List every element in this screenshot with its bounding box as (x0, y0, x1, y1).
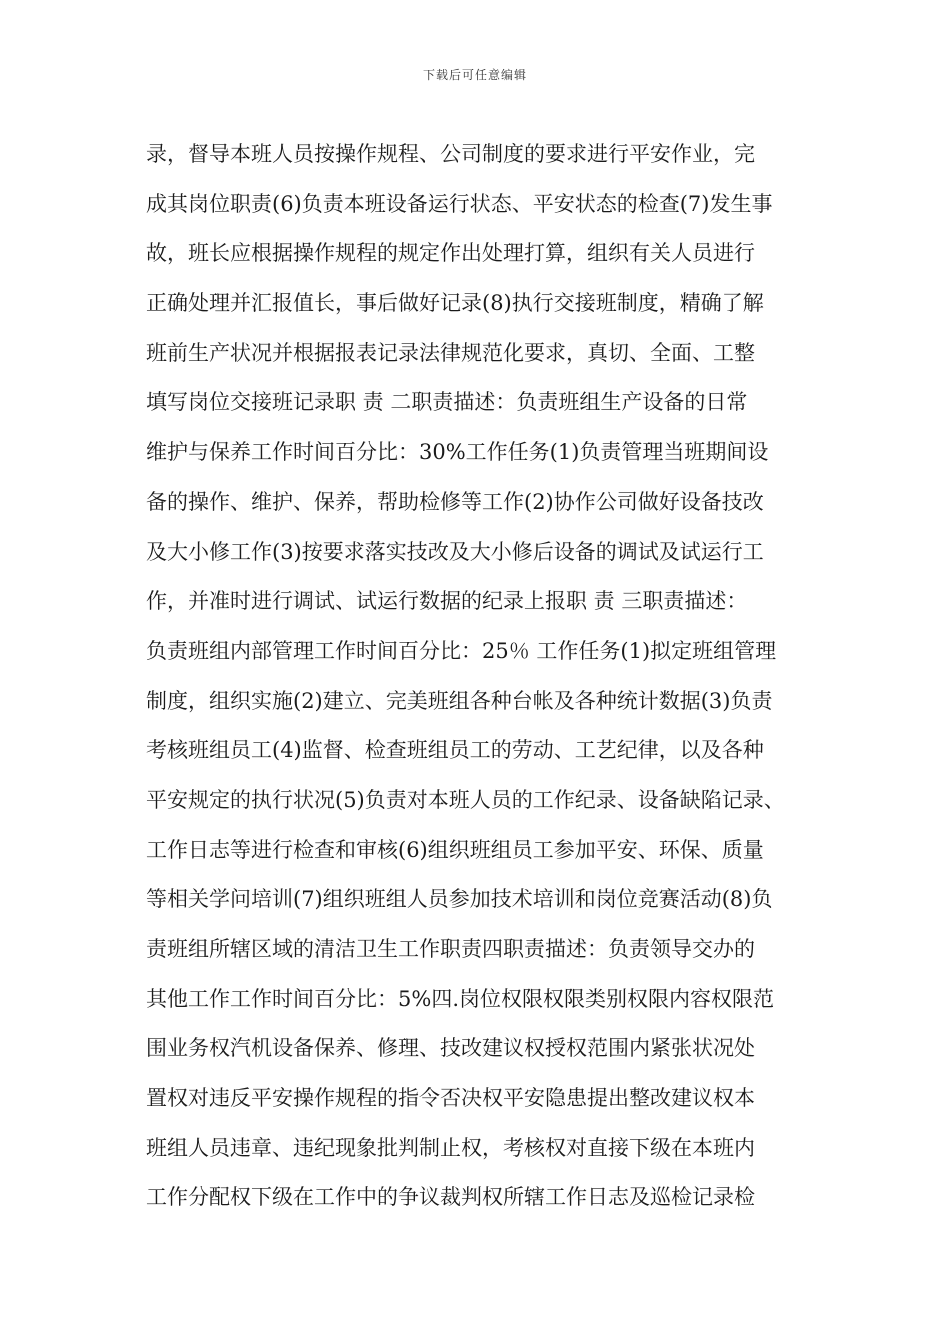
text-line: 成其岗位职责(6)负责本班设备运行状态、平安状态的检查(7)发生事 (146, 191, 773, 216)
text-line: 工作分配权下级在工作中的争议裁判权所辖工作日志及巡检记录检 (146, 1185, 755, 1210)
text-line: 维护与保养工作时间百分比：30%工作任务(1)负责管理当班期间设 (146, 440, 769, 465)
document-body (146, 130, 826, 1223)
text-line: 故，班长应根据操作规程的规定作出处理打算，组织有关人员进行 (146, 241, 755, 266)
text-line: 及大小修工作(3)按要求落实技改及大小修后设备的调试及试运行工 (146, 539, 764, 564)
text-line: 填写岗位交接班记录职 责 二职责描述：负责班组生产设备的日常 (146, 390, 748, 415)
text-line: 置权对违反平安操作规程的指令否决权平安隐患提出整改建议权本 (146, 1086, 755, 1111)
text-line: 录，督导本班人员按操作规程、公司制度的要求进行平安作业，完 (146, 142, 755, 166)
text-line: 备的操作、维护、保养，帮助检修等工作(2)协作公司做好设备技改 (146, 489, 764, 514)
text-line: 作，并准时进行调试、试运行数据的纪录上报职 责 三职责描述： (146, 589, 748, 614)
text-line: 围业务权汽机设备保养、修理、技改建议权授权范围内紧张状况处 (146, 1036, 755, 1061)
text-line: 班组人员违章、违纪现象批判制止权，考核权对直接下级在本班内 (146, 1135, 755, 1160)
text-line: 平安规定的执行状况(5)负责对本班人员的工作纪录、设备缺陷记录、 (146, 787, 785, 812)
text-line: 负责班组内部管理工作时间百分比：25％ 工作任务(1)拟定班组管理 (146, 638, 777, 663)
text-line: 制度，组织实施(2)建立、完美班组各种台帐及各种统计数据(3)负责 (146, 688, 773, 713)
text-line: 工作日志等进行检查和审核(6)组织班组员工参加平安、环保、质量 (146, 837, 764, 862)
text-line: 考核班组员工(4)监督、检查班组员工的劳动、工艺纪律，以及各种 (146, 738, 764, 763)
text-line: 责班组所辖区域的清洁卫生工作职责四职责描述：负责领导交办的 (146, 937, 755, 961)
text-line: 其他工作工作时间百分比：5%四.岗位权限权限类别权限内容权限范 (146, 986, 774, 1011)
text-line: 班前生产状况并根据报表记录法律规范化要求，真切、全面、工整 (146, 340, 755, 365)
text-line: 等相关学问培训(7)组织班组人员参加技术培训和岗位竞赛活动(8)负 (146, 887, 773, 912)
page-header: 下载后可任意编辑 (422, 68, 527, 82)
text-line: 正确处理并汇报值长，事后做好记录(8)执行交接班制度，精确了解 (146, 291, 764, 316)
